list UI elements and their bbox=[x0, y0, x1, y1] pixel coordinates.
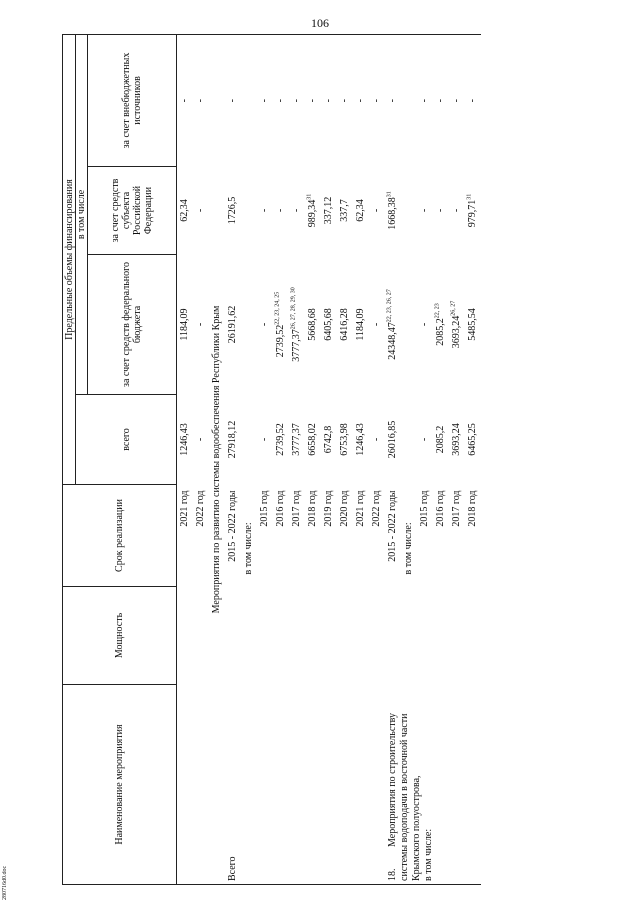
row-regional bbox=[417, 167, 433, 255]
row-federal bbox=[289, 255, 305, 395]
row-total bbox=[449, 395, 465, 485]
row-total-value: - bbox=[419, 437, 430, 442]
e bbox=[401, 395, 417, 485]
item-including: в том числе: bbox=[423, 828, 434, 881]
e bbox=[241, 255, 257, 395]
row-regional-value: - bbox=[419, 208, 430, 213]
table-row bbox=[193, 34, 209, 884]
table-body bbox=[177, 34, 482, 884]
table-row bbox=[385, 34, 401, 884]
row-federal-value: 2085,2 bbox=[435, 318, 446, 346]
row-capacity-empty bbox=[337, 587, 353, 685]
row-federal-value: 6405,68 bbox=[323, 308, 334, 341]
row-period bbox=[353, 485, 369, 587]
row-regional-value: 979,71 bbox=[467, 199, 478, 228]
row-period bbox=[289, 485, 305, 587]
doc-code-wrap bbox=[2, 856, 16, 900]
row-extra bbox=[321, 34, 337, 166]
row-extra-value: - bbox=[259, 99, 270, 103]
row-period-value: 2018 год bbox=[307, 490, 318, 527]
row-period-value: 2015 - 2022 годы bbox=[227, 490, 238, 562]
row-period bbox=[417, 485, 433, 587]
row-total-value: 6753,98 bbox=[339, 423, 350, 456]
header-name: Наименование мероприятия bbox=[63, 685, 177, 885]
row-federal-footnote: 26, 27, 28, 29, 30 bbox=[290, 287, 297, 330]
row-federal bbox=[257, 255, 273, 395]
row-period bbox=[305, 485, 321, 587]
item-name-cell bbox=[385, 685, 481, 885]
row-capacity-empty bbox=[257, 587, 273, 685]
table-row bbox=[273, 34, 289, 884]
row-federal-value: - bbox=[371, 322, 382, 327]
row-capacity-empty bbox=[289, 587, 305, 685]
row-extra-value: - bbox=[195, 99, 206, 103]
funding-table bbox=[62, 34, 481, 885]
row-period-value: 2022 год bbox=[371, 490, 382, 527]
row-extra bbox=[289, 34, 305, 166]
row-regional-value: - bbox=[291, 208, 302, 213]
row-regional bbox=[321, 167, 337, 255]
row-name-empty bbox=[353, 685, 369, 885]
row-name-empty bbox=[321, 685, 337, 885]
row-total bbox=[305, 395, 321, 485]
header-including: в том числе bbox=[76, 34, 88, 394]
e bbox=[241, 167, 257, 255]
including-label-value: в том числе: bbox=[403, 522, 414, 575]
row-period bbox=[257, 485, 273, 587]
row-capacity-empty bbox=[177, 587, 194, 685]
row-name-empty bbox=[193, 685, 209, 885]
row-regional-value: - bbox=[371, 208, 382, 213]
total-label bbox=[225, 685, 241, 885]
row-federal bbox=[337, 255, 353, 395]
row-capacity-empty bbox=[241, 587, 257, 685]
row-capacity-empty bbox=[305, 587, 321, 685]
row-period bbox=[385, 485, 401, 587]
item-name: Мероприятия по строительству системы водоподачи в восточной части Крымского полуострова, bbox=[387, 712, 422, 881]
row-extra bbox=[225, 34, 241, 166]
row-regional-footnote: 31 bbox=[466, 193, 473, 200]
row-capacity-empty bbox=[385, 587, 401, 685]
row-federal-value: 1184,09 bbox=[355, 308, 366, 341]
table-row bbox=[225, 34, 241, 884]
table-row bbox=[353, 34, 369, 884]
row-federal bbox=[385, 255, 401, 395]
row-federal-footnote: 26, 27 bbox=[450, 300, 457, 316]
row-period-value: 2020 год bbox=[339, 490, 350, 527]
row-federal-value: - bbox=[259, 322, 270, 327]
row-extra bbox=[273, 34, 289, 166]
row-total bbox=[257, 395, 273, 485]
row-capacity-empty bbox=[449, 587, 465, 685]
row-federal-value: - bbox=[195, 322, 206, 327]
row-period bbox=[193, 485, 209, 587]
row-regional bbox=[193, 167, 209, 255]
row-name-empty bbox=[177, 685, 194, 885]
row-name-empty bbox=[369, 685, 385, 885]
header-regional: за счет средств субъекта Российской Федерации bbox=[88, 167, 177, 255]
row-total-value: 27918,12 bbox=[227, 420, 238, 459]
row-regional bbox=[449, 167, 465, 255]
row-capacity-empty bbox=[433, 587, 449, 685]
row-extra-value: - bbox=[275, 99, 286, 103]
row-regional bbox=[177, 167, 194, 255]
row-regional-value: 62,34 bbox=[355, 199, 366, 222]
row-federal-value: 3693,24 bbox=[451, 315, 462, 349]
row-total-value: 1246,43 bbox=[179, 423, 190, 456]
row-total-value: 2739,52 bbox=[275, 423, 286, 456]
row-federal-value: 6416,28 bbox=[339, 308, 350, 341]
row-regional-value: 989,34 bbox=[307, 199, 318, 228]
row-period-value: 2015 год bbox=[259, 490, 270, 527]
section-row bbox=[209, 34, 225, 884]
row-federal-value: 2739,52 bbox=[275, 324, 286, 358]
row-total-value: 1246,43 bbox=[355, 423, 366, 456]
row-period-value: 2015 год bbox=[419, 490, 430, 527]
row-period-value: 2022 год bbox=[195, 490, 206, 527]
row-federal bbox=[273, 255, 289, 395]
row-regional bbox=[305, 167, 321, 255]
row-extra-value: - bbox=[227, 99, 238, 103]
e bbox=[241, 395, 257, 485]
table-row bbox=[305, 34, 321, 884]
header-federal: за счет средств федерального бюджета bbox=[88, 255, 177, 395]
row-total-value: 6465,25 bbox=[467, 423, 478, 456]
row-federal bbox=[193, 255, 209, 395]
row-period-value: 2017 год bbox=[451, 490, 462, 527]
row-extra bbox=[465, 34, 481, 166]
row-name-empty bbox=[289, 685, 305, 885]
item-number: 18. bbox=[387, 868, 398, 881]
row-name-empty bbox=[305, 685, 321, 885]
row-regional-value: 337,12 bbox=[323, 196, 334, 225]
row-extra bbox=[385, 34, 401, 166]
row-regional bbox=[465, 167, 481, 255]
row-extra bbox=[433, 34, 449, 166]
row-regional-footnote: 31 bbox=[386, 191, 393, 198]
header-capacity: Мощность bbox=[63, 587, 177, 685]
row-federal-value: 1184,09 bbox=[179, 308, 190, 341]
row-regional-value: - bbox=[435, 208, 446, 213]
row-extra bbox=[353, 34, 369, 166]
row-regional bbox=[385, 167, 401, 255]
row-federal bbox=[449, 255, 465, 395]
row-extra-value: - bbox=[307, 99, 318, 103]
row-capacity-empty bbox=[401, 587, 417, 685]
row-total-value: 6742,8 bbox=[323, 425, 334, 454]
table-row bbox=[337, 34, 353, 884]
row-regional-value: - bbox=[195, 208, 206, 213]
table-row bbox=[321, 34, 337, 884]
row-federal-value: 5668,68 bbox=[307, 308, 318, 341]
row-period bbox=[225, 485, 241, 587]
row-regional-value: 1668,38 bbox=[387, 197, 398, 230]
row-capacity-empty bbox=[465, 587, 481, 685]
section-title: Мероприятия по развитию системы водообеспечения Республики Крым bbox=[209, 34, 225, 884]
row-regional bbox=[257, 167, 273, 255]
row-federal bbox=[305, 255, 321, 395]
row-federal-value: 5485,54 bbox=[467, 308, 478, 341]
row-regional-value: - bbox=[259, 208, 270, 213]
row-extra bbox=[337, 34, 353, 166]
row-regional bbox=[225, 167, 241, 255]
row-capacity-empty bbox=[369, 587, 385, 685]
row-period-value: 2016 год bbox=[435, 490, 446, 527]
row-regional bbox=[337, 167, 353, 255]
row-federal bbox=[417, 255, 433, 395]
e bbox=[241, 34, 257, 166]
row-total-value: - bbox=[371, 437, 382, 442]
e bbox=[401, 167, 417, 255]
total-label-value: Всего bbox=[227, 856, 238, 881]
row-name-empty bbox=[241, 685, 257, 885]
row-period-value: 2018 год bbox=[467, 490, 478, 527]
row-total-value: - bbox=[195, 437, 206, 442]
row-extra bbox=[417, 34, 433, 166]
row-federal-footnote: 22, 23, 24, 25 bbox=[274, 291, 281, 325]
row-total-value: 26016,85 bbox=[387, 420, 398, 459]
row-total bbox=[273, 395, 289, 485]
row-capacity-empty bbox=[321, 587, 337, 685]
row-federal bbox=[465, 255, 481, 395]
row-total bbox=[369, 395, 385, 485]
row-extra-value: - bbox=[419, 99, 430, 103]
table-header bbox=[63, 34, 177, 884]
row-capacity-empty bbox=[225, 587, 241, 685]
row-total-value: 3693,24 bbox=[451, 423, 462, 456]
row-federal bbox=[225, 255, 241, 395]
row-federal-value: 3777,37 bbox=[291, 329, 302, 362]
row-period-value: 2016 год bbox=[275, 490, 286, 527]
header-total: всего bbox=[76, 395, 177, 485]
row-extra bbox=[177, 34, 194, 166]
row-total bbox=[385, 395, 401, 485]
row-capacity-empty bbox=[193, 587, 209, 685]
row-regional-value: 1726,5 bbox=[227, 196, 238, 225]
row-period bbox=[273, 485, 289, 587]
row-federal bbox=[353, 255, 369, 395]
row-extra-value: - bbox=[435, 99, 446, 103]
row-period-value: 2017 год bbox=[291, 490, 302, 527]
including-label-value: в том числе: bbox=[243, 522, 254, 575]
row-total bbox=[465, 395, 481, 485]
row-extra bbox=[305, 34, 321, 166]
row-extra-value: - bbox=[387, 99, 398, 103]
row-period bbox=[177, 485, 194, 587]
row-extra bbox=[257, 34, 273, 166]
row-total bbox=[417, 395, 433, 485]
row-extra-value: - bbox=[371, 99, 382, 103]
row-capacity-empty bbox=[353, 587, 369, 685]
header-period: Срок реализации bbox=[63, 485, 177, 587]
row-total bbox=[193, 395, 209, 485]
table-row bbox=[289, 34, 305, 884]
row-federal-footnote: 22, 23 bbox=[434, 303, 441, 319]
including-label bbox=[241, 485, 257, 587]
row-total-value: 6658,02 bbox=[307, 423, 318, 456]
e bbox=[401, 34, 417, 166]
row-regional-value: 62,34 bbox=[179, 199, 190, 222]
row-period bbox=[449, 485, 465, 587]
row-extra-value: - bbox=[467, 99, 478, 103]
doc-code: 280716d0.doc bbox=[2, 865, 8, 900]
row-capacity-empty bbox=[417, 587, 433, 685]
table-row bbox=[369, 34, 385, 884]
row-name-empty bbox=[337, 685, 353, 885]
row-regional bbox=[289, 167, 305, 255]
row-period-value: 2019 год bbox=[323, 490, 334, 527]
row-extra bbox=[193, 34, 209, 166]
row-extra bbox=[449, 34, 465, 166]
row-federal-footnote: 22, 23, 26, 27 bbox=[386, 289, 393, 323]
row-regional bbox=[369, 167, 385, 255]
row-total bbox=[177, 395, 194, 485]
rotated-table-wrap bbox=[62, 35, 640, 885]
row-name-empty bbox=[257, 685, 273, 885]
row-total bbox=[321, 395, 337, 485]
row-total-value: - bbox=[259, 437, 270, 442]
row-regional bbox=[273, 167, 289, 255]
row-period bbox=[433, 485, 449, 587]
row-total bbox=[289, 395, 305, 485]
row-regional bbox=[433, 167, 449, 255]
row-extra-value: - bbox=[451, 99, 462, 103]
row-period bbox=[465, 485, 481, 587]
row-extra-value: - bbox=[355, 99, 366, 103]
row-federal bbox=[433, 255, 449, 395]
page-number: 106 bbox=[311, 16, 329, 30]
row-federal bbox=[369, 255, 385, 395]
row-extra-value: - bbox=[291, 99, 302, 103]
row-total-value: 3777,37 bbox=[291, 423, 302, 456]
row-extra-value: - bbox=[323, 99, 334, 103]
e bbox=[401, 255, 417, 395]
row-federal-value: 24348,47 bbox=[387, 322, 398, 360]
row-regional-footnote: 31 bbox=[306, 193, 313, 200]
row-capacity-empty bbox=[273, 587, 289, 685]
header-extrabudget: за счет внебюджетных источников bbox=[88, 34, 177, 166]
row-regional-value: - bbox=[275, 208, 286, 213]
row-total bbox=[433, 395, 449, 485]
row-total bbox=[337, 395, 353, 485]
row-federal-value: - bbox=[419, 322, 430, 327]
row-extra-value: - bbox=[339, 99, 350, 103]
row-federal bbox=[321, 255, 337, 395]
row-period-value: 2021 год bbox=[179, 490, 190, 527]
row-regional-value: - bbox=[451, 208, 462, 213]
table-row bbox=[257, 34, 273, 884]
row-extra-value: - bbox=[179, 99, 190, 103]
row-extra bbox=[369, 34, 385, 166]
row-period bbox=[321, 485, 337, 587]
including-row bbox=[241, 34, 257, 884]
including-label bbox=[401, 485, 417, 587]
row-regional bbox=[353, 167, 369, 255]
row-total-value: 2085,2 bbox=[435, 425, 446, 454]
table-row bbox=[177, 34, 194, 884]
row-period bbox=[369, 485, 385, 587]
row-total bbox=[225, 395, 241, 485]
row-federal bbox=[177, 255, 194, 395]
row-total bbox=[353, 395, 369, 485]
header-total-funding: Предельные объемы финансирования bbox=[63, 34, 76, 484]
row-period-value: 2021 год bbox=[355, 490, 366, 527]
row-regional-value: 337,7 bbox=[339, 199, 350, 222]
row-period bbox=[337, 485, 353, 587]
row-period-value: 2015 - 2022 годы bbox=[387, 490, 398, 562]
row-federal-value: 26191,62 bbox=[227, 305, 238, 344]
row-name-empty bbox=[273, 685, 289, 885]
